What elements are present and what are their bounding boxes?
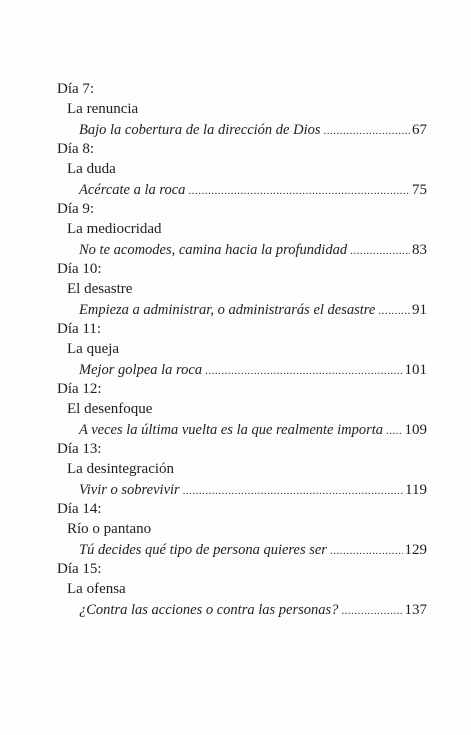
toc-entry-day-9 — [57, 200, 427, 260]
dot-leader — [378, 302, 410, 320]
toc-entry-day-11 — [57, 320, 427, 380]
toc-day-label: Día 15: — [57, 561, 102, 577]
toc-subtitle: Mejor golpea la roca — [79, 362, 203, 378]
toc-subtitle: Vivir o sobrevivir — [79, 482, 180, 498]
dot-leader — [183, 482, 403, 500]
dot-leader — [205, 362, 402, 380]
toc-day-label: Día 13: — [57, 441, 102, 457]
toc-day-label: Día 11: — [57, 321, 102, 337]
toc-subtitle-line — [79, 601, 427, 620]
toc-entry-day-12 — [57, 380, 427, 440]
toc-entry-day-7 — [57, 80, 427, 140]
toc-subtitle-line — [79, 421, 427, 440]
toc-entry-day-8 — [57, 140, 427, 200]
toc-page-number: 83 — [412, 242, 427, 258]
toc-page-number: 137 — [404, 602, 427, 618]
dot-leader — [341, 602, 402, 620]
toc-page-number: 101 — [404, 362, 427, 378]
toc-entry-day-10 — [57, 260, 427, 320]
toc-day-label: Día 10: — [57, 261, 102, 277]
toc-subtitle-line — [79, 241, 427, 260]
toc-entry-day-15 — [57, 560, 427, 620]
toc-subtitle: No te acomodes, camina hacia la profundidad — [79, 242, 348, 258]
toc-subtitle: Bajo la cobertura de la dirección de Dios — [79, 122, 321, 138]
toc-page-number: 129 — [404, 542, 427, 558]
toc-topic: La ofensa — [67, 581, 126, 597]
toc-page-number: 109 — [404, 422, 427, 438]
toc-subtitle-line — [79, 121, 427, 140]
dot-leader — [324, 122, 411, 140]
toc-topic: El desastre — [67, 281, 133, 297]
toc-topic: La queja — [67, 341, 120, 357]
toc-day-label: Día 7: — [57, 81, 95, 97]
toc-subtitle: Empieza a administrar, o administrarás el desastre — [79, 302, 376, 318]
toc-day-label: Día 12: — [57, 381, 102, 397]
toc-subtitle: A veces la última vuelta es la que realmente importa — [79, 422, 384, 438]
toc-topic: La renuncia — [67, 101, 139, 117]
toc-subtitle: Tú decides qué tipo de persona quieres ser — [79, 542, 327, 558]
toc-day-label: Día 9: — [57, 201, 95, 217]
toc-day-label: Día 14: — [57, 501, 102, 517]
toc-topic: La duda — [67, 161, 116, 177]
toc-subtitle-line — [79, 181, 427, 200]
toc-entry-day-13 — [57, 440, 427, 500]
dot-leader — [188, 182, 410, 200]
toc-topic: La mediocridad — [67, 221, 162, 237]
toc-subtitle-line — [79, 541, 427, 560]
table-of-contents — [57, 80, 427, 620]
toc-subtitle-line — [79, 361, 427, 380]
dot-leader — [386, 422, 402, 440]
dot-leader — [330, 542, 403, 560]
toc-subtitle-line — [79, 301, 427, 320]
toc-subtitle: Acércate a la roca — [79, 182, 186, 198]
toc-topic: Río o pantano — [67, 521, 152, 537]
toc-page-number: 119 — [405, 482, 427, 498]
toc-entry-day-14 — [57, 500, 427, 560]
toc-topic: La desintegración — [67, 461, 175, 477]
toc-topic: El desenfoque — [67, 401, 153, 417]
dot-leader — [350, 242, 410, 260]
toc-page-number: 75 — [412, 182, 427, 198]
toc-page-number: 67 — [412, 122, 427, 138]
toc-day-label: Día 8: — [57, 141, 95, 157]
toc-subtitle-line — [79, 481, 427, 500]
toc-page-number: 91 — [412, 302, 427, 318]
toc-subtitle: ¿Contra las acciones o contra las personas? — [79, 602, 339, 618]
